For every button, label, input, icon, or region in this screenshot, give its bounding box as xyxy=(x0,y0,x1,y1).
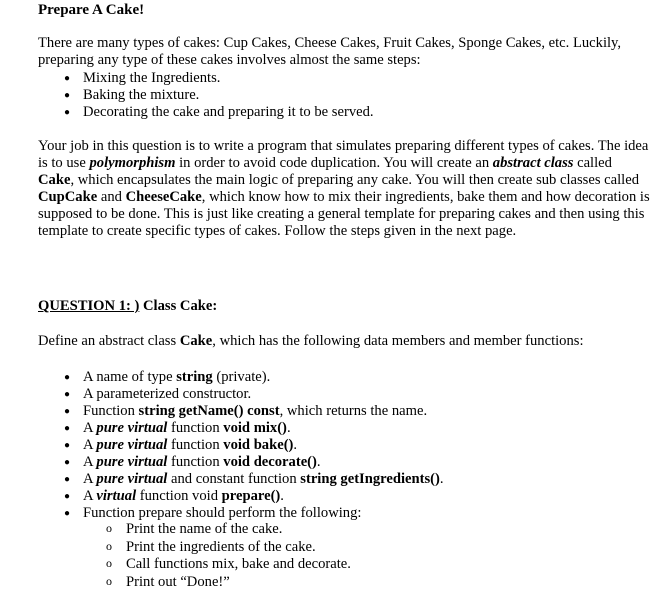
list-item: ● A pure virtual function void decorate(). xyxy=(64,454,444,471)
prepare-steps-list xyxy=(106,521,351,591)
list-item: ● Decorating the cake and preparing it to be served. xyxy=(64,104,374,121)
list-item: ● Mixing the Ingredients. xyxy=(64,70,374,87)
question-heading: QUESTION 1: ) Class Cake: xyxy=(38,298,218,314)
members-list xyxy=(64,369,444,522)
list-item: ● A pure virtual function void mix(). xyxy=(64,420,444,437)
list-item: ● A pure virtual function void bake(). xyxy=(64,437,444,454)
list-item: ● A virtual function void prepare(). xyxy=(64,488,444,505)
list-item: o Call functions mix, bake and decorate. xyxy=(106,556,351,574)
list-item: ● Function prepare should perform the following: xyxy=(64,505,444,522)
list-item: o Print out “Done!” xyxy=(106,574,351,592)
question-description: Define an abstract class Cake, which has the following data members and member functions: xyxy=(38,333,584,349)
list-item: o Print the ingredients of the cake. xyxy=(106,539,351,557)
steps-list xyxy=(64,70,374,121)
list-item: ● Function string getName() const, which returns the name. xyxy=(64,403,444,420)
list-item: ● A pure virtual and constant function string getIngredients(). xyxy=(64,471,444,488)
list-item: o Print the name of the cake. xyxy=(106,521,351,539)
list-item: ● Baking the mixture. xyxy=(64,87,374,104)
job-paragraph: Your job in this question is to write a program that simulates preparing different types of cakes. The idea is to use polymorphism in order to avoid code duplication. You will create an abstract class called Cake, which encapsulates the main logic of preparing any cake. You will then create sub classes called CupCake and CheeseCake, which know how to mix their ingredients, bake them and how decoration is supposed to be done. This is just like creating a general template for preparing cakes and then using this template to create specific types of cakes. Follow the steps given in the next page. xyxy=(38,138,650,239)
page-title: Prepare A Cake! xyxy=(38,2,145,18)
list-item: ● A name of type string (private). xyxy=(64,369,444,386)
list-item: ● A parameterized constructor. xyxy=(64,386,444,403)
intro-paragraph: There are many types of cakes: Cup Cakes, Cheese Cakes, Fruit Cakes, Sponge Cakes, etc. Luckily, preparing any type of these cakes involves almost the same steps: xyxy=(38,35,622,68)
